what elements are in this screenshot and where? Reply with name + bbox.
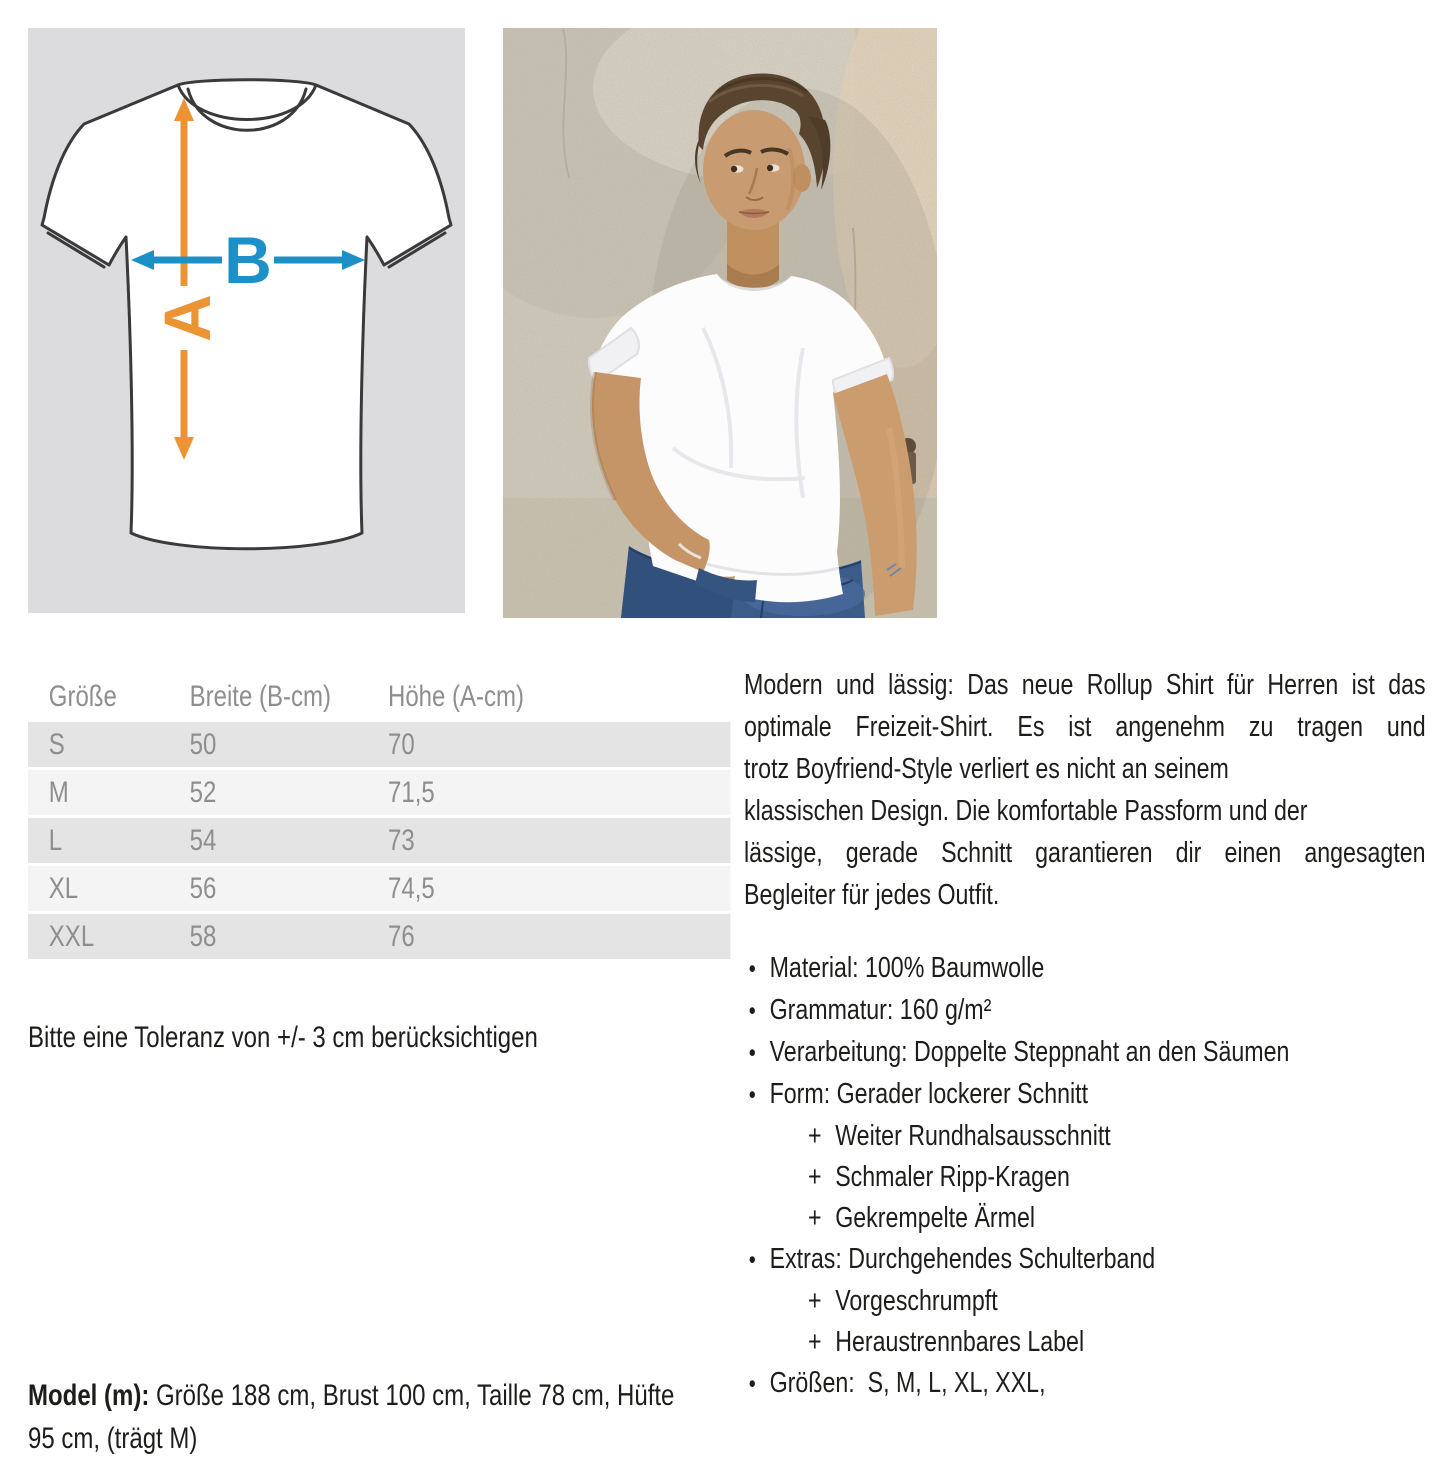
spec-subitem-kragen: + Schmaler Ripp-Kragen: [744, 1157, 1426, 1198]
spec-item-form: • Form: Gerader lockerer Schnitt: [744, 1074, 1426, 1116]
size-diagram-box: [28, 28, 465, 613]
plus-icon: +: [808, 1285, 822, 1317]
spec-subitem-label: + Heraustrennbares Label: [744, 1322, 1426, 1363]
plus-icon: +: [808, 1161, 822, 1193]
table-row: XXL 58 76: [28, 914, 730, 959]
size-table-header: [28, 672, 730, 722]
model-info: [28, 1374, 730, 1460]
bullet-icon: •: [748, 997, 756, 1025]
table-row: XL 56 74,5: [28, 866, 730, 911]
model-info-line2: 95 cm, (trägt M): [28, 1422, 198, 1455]
spec-item-verarbeitung: • Verarbeitung: Doppelte Steppnaht an den Säumen: [744, 1032, 1426, 1074]
width-label: B: [224, 223, 272, 297]
plus-icon: +: [808, 1120, 822, 1152]
spec-item-material: • Material: 100% Baumwolle: [744, 948, 1426, 990]
size-table: [28, 672, 730, 962]
column-header-width: Breite (B-cm): [189, 680, 331, 713]
product-description-column: [744, 664, 1426, 1405]
spec-list: [744, 948, 1426, 1405]
tshirt-outline: [42, 80, 451, 549]
spec-subitem-vorgeschrumpft: + Vorgeschrumpft: [744, 1281, 1426, 1322]
height-label: A: [150, 294, 224, 342]
model-info-label: Model (m):: [28, 1379, 150, 1412]
size-diagram: [28, 28, 465, 613]
table-row: L 54 73: [28, 818, 730, 863]
bullet-icon: •: [748, 1246, 756, 1274]
tolerance-note: Bitte eine Toleranz von +/- 3 cm berücksichtigen: [28, 1021, 538, 1054]
table-row: M 52 71,5: [28, 770, 730, 815]
bullet-icon: •: [748, 1039, 756, 1067]
column-header-height: Höhe (A-cm): [388, 680, 525, 713]
spec-item-extras: • Extras: Durchgehendes Schulterband: [744, 1239, 1426, 1281]
bullet-icon: •: [748, 1081, 756, 1109]
table-row: S 50 70: [28, 722, 730, 767]
bullet-icon: •: [748, 1370, 756, 1398]
plus-icon: +: [808, 1202, 822, 1234]
product-description: Modern und lässig: Das neue Rollup Shirt für Herren ist das optimale Freizeit-Shirt. Es ist angenehm zu tragen und trotz Boyfriend-Style verliert es nicht an seinem klassischen Design. Die komfortable Passform und der lässige, gerade Schnitt garantieren dir einen angesagten Begleiter für jedes Outfit.: [744, 669, 1426, 911]
spec-item-groessen: • Größen: S, M, L, XL, XXL,: [744, 1363, 1426, 1405]
plus-icon: +: [808, 1326, 822, 1358]
model-info-line1: Größe 188 cm, Brust 100 cm, Taille 78 cm, Hüfte: [149, 1379, 675, 1412]
spec-subitem-aermel: + Gekrempelte Ärmel: [744, 1198, 1426, 1239]
model-photo: [503, 28, 937, 618]
bullet-icon: •: [748, 955, 756, 983]
spec-item-grammatur: • Grammatur: 160 g/m²: [744, 990, 1426, 1032]
column-header-size: Größe: [48, 680, 117, 713]
spec-subitem-rundhals: + Weiter Rundhalsausschnitt: [744, 1116, 1426, 1157]
